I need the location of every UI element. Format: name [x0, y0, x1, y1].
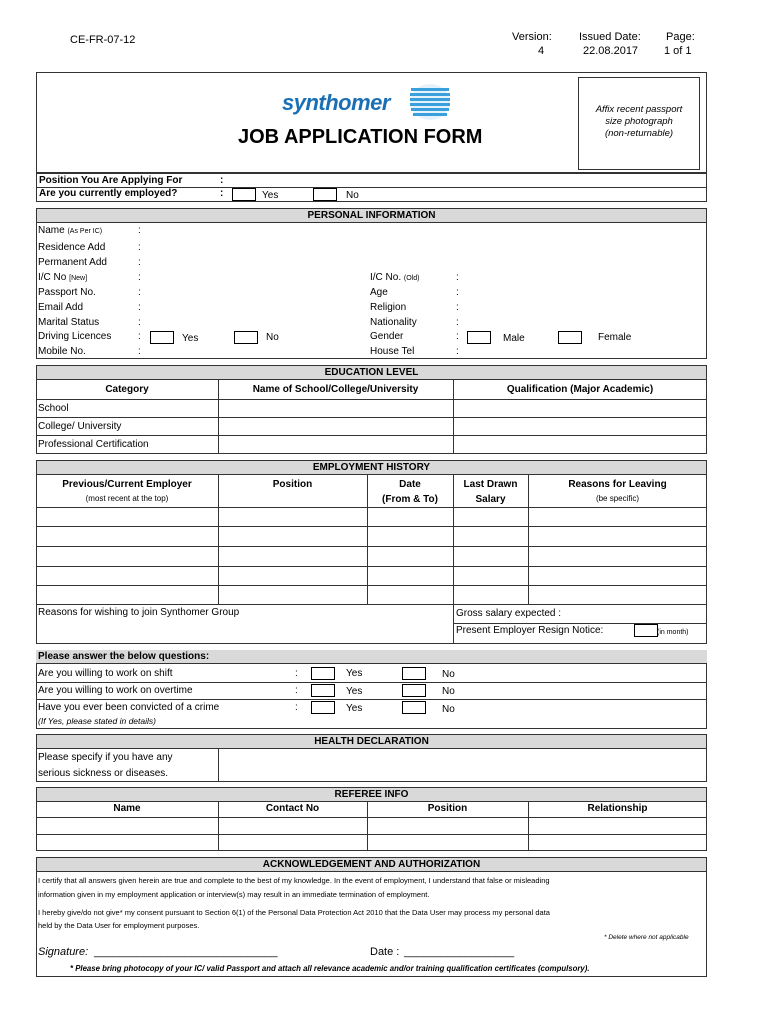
colon: : [138, 272, 141, 283]
edu-col-school: Name of School/College/University [252, 384, 419, 395]
permanent-label: Permanent Add [38, 257, 107, 268]
version-value: 4 [538, 45, 545, 57]
reasons-join-label: Reasons for wishing to join Synthomer Group [38, 607, 240, 618]
signature-label: Signature: [38, 946, 89, 958]
no-label: No [442, 704, 455, 715]
shift-no-checkbox[interactable] [402, 667, 426, 680]
shift-yes-checkbox[interactable] [311, 667, 335, 680]
questions-header: Please answer the below questions: [38, 651, 210, 662]
colon: : [138, 257, 141, 268]
ack-p1a: I certify that all answers given herein are true and complete to the best of my knowledge. In the event of employment, I understand that false or misleading [38, 876, 550, 885]
emp-col-date: Date [399, 479, 421, 490]
colon: : [138, 287, 141, 298]
no-label: No [266, 332, 279, 343]
ref-col-name: Name [113, 803, 141, 814]
resign-unit: (in month) [657, 629, 689, 636]
gender-label: Gender [370, 331, 404, 342]
health-header: HEALTH DECLARATION [36, 734, 707, 749]
driving-no-checkbox[interactable] [234, 331, 258, 344]
edu-row-college: College/ University [38, 421, 122, 432]
date-line[interactable]: __________________ [404, 946, 515, 958]
issued-value: 22.08.2017 [583, 45, 639, 57]
driving-label: Driving Licences [38, 331, 112, 342]
employed-yes-checkbox[interactable] [232, 188, 256, 201]
yes-label: Yes [346, 668, 363, 679]
health-input[interactable] [220, 750, 705, 780]
age-label: Age [370, 287, 388, 298]
form-title: JOB APPLICATION FORM [238, 126, 483, 148]
overtime-no-checkbox[interactable] [402, 684, 426, 697]
emp-col-employer: Previous/Current Employer [62, 479, 192, 490]
edu-row-school: School [38, 403, 69, 414]
page-value: 1 of 1 [664, 45, 692, 57]
nationality-label: Nationality [370, 317, 417, 328]
male-label: Male [503, 333, 525, 344]
email-label: Email Add [38, 302, 84, 313]
version-label: Version: [512, 31, 552, 43]
health-line-2: serious sickness or diseases. [38, 768, 169, 779]
question-overtime: Are you willing to work on overtime [38, 685, 193, 696]
education-header: EDUCATION LEVEL [36, 365, 707, 380]
colon: : [138, 242, 141, 253]
ref-col-contact: Contact No [265, 803, 320, 814]
colon: : [138, 302, 141, 313]
referee-header: REFEREE INFO [36, 787, 707, 802]
mobile-label: Mobile No. [38, 346, 86, 357]
resign-notice-input[interactable] [634, 624, 658, 637]
colon: : [456, 272, 459, 283]
emp-col-position: Position [272, 479, 313, 490]
colon: : [138, 317, 141, 328]
ack-header: ACKNOWLEDGEMENT AND AUTHORIZATION [36, 857, 707, 872]
edu-col-category: Category [105, 384, 149, 395]
name-label: Name (As Per IC) [38, 225, 103, 236]
emp-col-date-range: (From & To) [382, 494, 438, 505]
emp-col-reasons-note: (be specific) [595, 494, 640, 503]
question-crime: Have you ever been convicted of a crime [38, 702, 220, 713]
edu-col-qualification: Qualification (Major Academic) [506, 384, 654, 395]
edu-row-professional: Professional Certification [38, 439, 149, 450]
doc-code: CE-FR-07-12 [70, 34, 136, 46]
ack-p1b: information given in my employment application or interview(s) may result in an immediate termination of employment. [38, 890, 430, 899]
house-tel-label: House Tel [370, 346, 415, 357]
colon: : [456, 317, 459, 328]
colon: : [138, 346, 141, 357]
ic-new-label: I/C No [New] [38, 272, 88, 283]
emp-col-reasons: Reasons for Leaving [568, 479, 667, 490]
ack-p2b: held by the Data User for employment purposes. [38, 921, 200, 930]
health-line-1: Please specify if you have any [38, 752, 173, 763]
no-label: No [442, 686, 455, 697]
crime-no-checkbox[interactable] [402, 701, 426, 714]
employment-header: EMPLOYMENT HISTORY [36, 460, 707, 475]
yes-label: Yes [346, 686, 363, 697]
footer-note: * Please bring photocopy of your IC/ valid Passport and attach all relevance academic and/or training qualification certificates (compulsory). [70, 964, 590, 973]
issued-label: Issued Date: [579, 31, 641, 43]
passport-label: Passport No. [38, 287, 96, 298]
female-label: Female [598, 332, 632, 343]
colon: : [295, 702, 298, 713]
emp-col-employer-note: (most recent at the top) [85, 494, 169, 503]
delete-note: * Delete where not applicable [604, 934, 689, 941]
gender-female-checkbox[interactable] [558, 331, 582, 344]
gross-salary-label: Gross salary expected : [456, 608, 562, 619]
logo-text: synthomer [282, 90, 390, 115]
emp-col-salary-2: Salary [475, 494, 506, 505]
photo-note-3: (non-returnable) [604, 128, 674, 139]
driving-yes-checkbox[interactable] [150, 331, 174, 344]
colon: : [295, 668, 298, 679]
overtime-yes-checkbox[interactable] [311, 684, 335, 697]
no-label: No [346, 190, 359, 201]
employed-label: Are you currently employed? [39, 188, 178, 199]
colon: : [220, 175, 224, 186]
colon: : [220, 188, 224, 199]
employed-no-checkbox[interactable] [313, 188, 337, 201]
residence-label: Residence Add [38, 242, 106, 253]
ack-p2a: I hereby give/do not give* my consent pursuant to Section 6(1) of the Personal Data Protection Act 2010 that the Data User may process my personal data [38, 908, 550, 917]
yes-label: Yes [346, 703, 363, 714]
colon: : [456, 302, 459, 313]
ref-col-position: Position [427, 803, 468, 814]
marital-label: Marital Status [38, 317, 100, 328]
emp-col-salary: Last Drawn [463, 479, 518, 490]
resign-notice-label: Present Employer Resign Notice: [456, 625, 604, 636]
ref-col-relationship: Relationship [587, 803, 648, 814]
question-note: (If Yes, please stated in details) [38, 716, 156, 726]
colon: : [456, 331, 459, 342]
colon: : [138, 331, 141, 342]
position-label: Position You Are Applying For [39, 175, 183, 186]
ic-old-label: I/C No. (Old) [370, 272, 420, 283]
colon: : [295, 685, 298, 696]
religion-label: Religion [370, 302, 407, 313]
colon: : [138, 225, 141, 236]
yes-label: Yes [182, 333, 199, 344]
page-label: Page: [666, 31, 695, 43]
photo-note-2: size photograph [605, 116, 673, 127]
colon: : [456, 346, 459, 357]
signature-line[interactable]: ______________________________ [94, 946, 278, 958]
no-label: No [442, 669, 455, 680]
yes-label: Yes [262, 190, 279, 201]
logo-sphere-icon [410, 84, 450, 120]
colon: : [456, 287, 459, 298]
gender-male-checkbox[interactable] [467, 331, 491, 344]
personal-info-header: PERSONAL INFORMATION [36, 208, 707, 223]
question-shift: Are you willing to work on shift [38, 668, 173, 679]
photo-note-1: Affix recent passport [595, 104, 683, 115]
crime-yes-checkbox[interactable] [311, 701, 335, 714]
date-label: Date : [370, 946, 400, 958]
